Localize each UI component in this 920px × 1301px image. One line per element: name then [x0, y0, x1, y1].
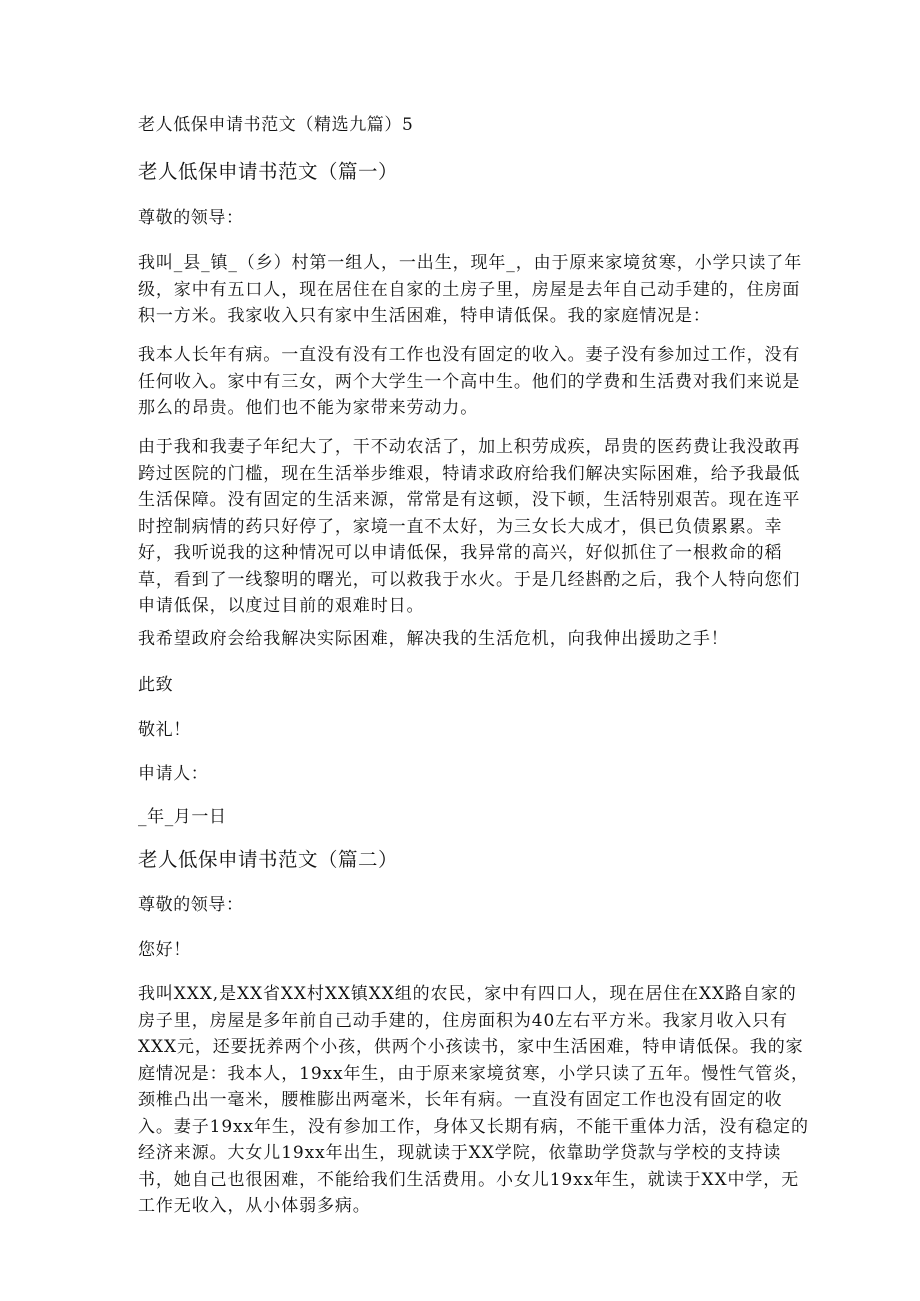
paragraph-line: 那么的昂贵。他们也不能为家带来劳动力。 [138, 398, 479, 418]
paragraph-line: 经济来源。大女儿19xx年出生，现就读于XX学院，依靠助学贷款与学校的支持读 [138, 1143, 782, 1163]
paragraph-1-2 [138, 342, 801, 422]
paragraph-line: 我希望政府会给我解决实际困难，解决我的生活危机，向我伸出援助之手！ [138, 629, 729, 649]
greeting-2: 您好！ [138, 940, 191, 960]
paragraph-line: 房子里，房屋是多年前自己动手建的，住房面积为40左右平方米。我家月收入只有 [138, 1010, 788, 1031]
paragraph-line: 我叫XXX,是XX省XX村XX镇XX组的农民，家中有四口人，现在居住在XX路自家的 [138, 984, 797, 1004]
closing-phrase: 此致 [138, 675, 174, 695]
paragraph-line: 入。妻子19xx年生，没有参加工作，身体又长期有病，不能干重体力活，没有稳定的 [138, 1116, 809, 1137]
paragraph-1-3 [138, 434, 801, 620]
paragraph-line: 庭情况是：我本人，19xx年生，由于原来家境贫寒，小学只读了五年。慢性气管炎， [138, 1063, 809, 1084]
paragraph-line: 我叫_县_镇_（乡）村第一组人，一出生，现年_，由于原来家境贫寒，小学只读了年 [138, 253, 803, 273]
paragraph-line: 颈椎凸出一毫米，腰椎膨出两毫米，长年有病。一直没有固定工作也没有固定的收 [138, 1090, 783, 1110]
paragraph-line: 书，她自己也很困难，不能给我们生活费用。小女儿19xx年生，就读于XX中学，无 [138, 1169, 800, 1190]
paragraph-1-1 [138, 250, 803, 330]
paragraph-line: 草，看到了一线黎明的曙光，可以救我于水火。于是几经斟酌之后，我个人特向您们 [138, 569, 801, 590]
paragraph-2-1 [138, 981, 809, 1220]
applicant-label: 申请人： [138, 764, 209, 784]
paragraph-line: 工作无收入，从小体弱多病。 [138, 1196, 371, 1216]
regards-phrase: 敬礼！ [138, 720, 191, 740]
paragraph-line: 积一方米。我家收入只有家中生活困难，特申请低保。我的家庭情况是： [138, 306, 711, 326]
paragraph-line: 我本人长年有病。一直没有没有工作也没有固定的收入。妻子没有参加过工作，没有 [138, 345, 801, 365]
paragraph-1-4 [138, 626, 788, 653]
paragraph-line: 生活保障。没有固定的生活来源，常常是有这顿，没下顿，生活特别艰苦。现在连平 [138, 490, 801, 510]
section-heading-2: 老人低保申请书范文（篇二） [138, 848, 399, 871]
paragraph-line: XXX元，还要抚养两个小孩，供两个小孩读书，家中生活困难，特申请低保。我的家 [138, 1037, 804, 1057]
paragraph-line: 任何收入。家中有三女，两个大学生一个高中生。他们的学费和生活费对我们来说是 [138, 371, 801, 392]
paragraph-line: 由于我和我妻子年纪大了，干不动农活了，加上积劳成疾，昂贵的医药费让我没敢再 [138, 437, 801, 457]
paragraph-line: 申请低保，以度过目前的艰难时日。 [138, 596, 425, 616]
paragraph-line: 好，我听说我的这种情况可以申请低保，我异常的高兴，好似抓住了一根救命的稻 [138, 543, 783, 563]
paragraph-line: 级，家中有五口人，现在居住在自家的土房子里，房屋是去年自己动手建的，住房面 [138, 279, 801, 300]
paragraph-line: 跨过医院的门槛，现在生活举步维艰，特请求政府给我们解决实际困难，给予我最低 [138, 463, 801, 484]
date-line: _年_月一日 [138, 807, 227, 827]
document-title: 老人低保申请书范文（精选九篇）5 [138, 115, 414, 135]
paragraph-line: 时控制病情的药只好停了，家境一直不太好，为三女长大成才，俱已负债累累。幸 [138, 516, 783, 537]
salutation-1: 尊敬的领导： [138, 208, 244, 228]
section-heading-1: 老人低保申请书范文（篇一） [138, 160, 399, 183]
salutation-2: 尊敬的领导： [138, 895, 244, 915]
